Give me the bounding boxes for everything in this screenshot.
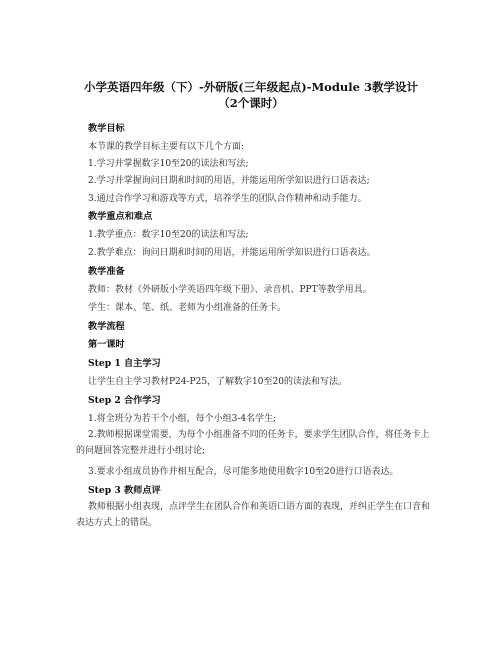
preparation-item: 学生：课本、笔、纸、老师为小组准备的任务卡。 (88, 303, 287, 313)
step2-heading: Step 2 合作学习 (88, 395, 161, 406)
preparation-item: 教师：教材《外研版小学英语四年级下册》、录音机、PPT等教学用具。 (88, 285, 372, 295)
step2-item: 1.将全班分为若干个小组，每个小组3-4名学生; (88, 414, 277, 424)
step3-text: 教师根据小组表现，点评学生在团队合作和英语口语方面的表现，并纠正学生在口音和表达方式上的错误。 (76, 502, 431, 528)
document-title: 小学英语四年级（下）-外研版(三年级起点)-Module 3教学设计 (84, 80, 418, 94)
objectives-intro: 本节课的教学目标主要有以下几个方面: (88, 142, 245, 152)
process-heading: 教学流程 (88, 321, 125, 332)
document-subtitle: （2个课时） (218, 96, 284, 110)
objective-item: 1.学习并掌握数字10至20的读法和写法; (88, 159, 249, 169)
lesson-heading: 第一课时 (88, 339, 125, 350)
preparation-heading: 教学准备 (88, 266, 125, 277)
step1-text: 让学生自主学习教材P24-P25，了解数字10至20的读法和写法。 (88, 377, 347, 387)
key-point-item: 2.教学难点：询问日期和时间的用语，并能运用所学知识进行口语表达。 (88, 248, 376, 258)
step2-item: 2.教师根据课堂需要，为每个小组准备不同的任务卡，要求学生团队合作，将任务卡上的问题回答完整并进行小组讨论; (76, 430, 430, 456)
step3-heading: Step 3 教师点评 (88, 485, 161, 496)
key-points-heading: 教学重点和难点 (88, 211, 153, 222)
objectives-heading: 教学目标 (88, 123, 125, 134)
key-point-item: 1.教学重点：数字10至20的读法和写法; (88, 230, 249, 240)
objective-item: 2.学习并掌握询问日期和时间的用语，并能运用所学知识进行口语表达; (88, 176, 370, 186)
step1-heading: Step 1 自主学习 (88, 358, 161, 369)
objective-item: 3.通过合作学习和游戏等方式，培养学生的团队合作精神和动手能力。 (88, 194, 367, 204)
step2-item: 3.要求小组成员协作并相互配合，尽可能多地使用数字10至20进行口语表达。 (88, 467, 399, 477)
